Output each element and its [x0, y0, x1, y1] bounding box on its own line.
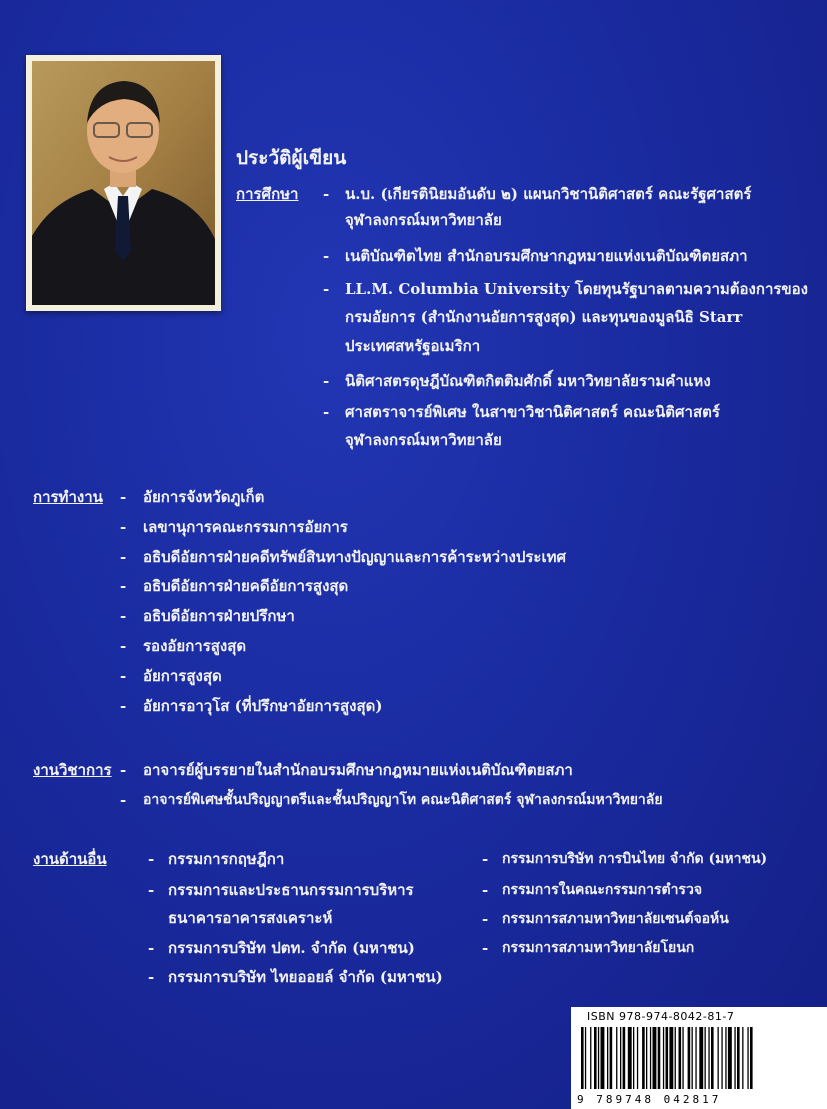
dash: -: [148, 968, 155, 986]
dash: -: [148, 881, 155, 899]
barcode-bar: [663, 1027, 664, 1089]
dash: -: [323, 280, 330, 298]
education-item: กรมอัยการ (สำนักงานอัยการสูงสุด) และทุนของมูลนิธิ Starr: [345, 308, 743, 326]
barcode-bar: [718, 1027, 719, 1089]
barcode-bar: [692, 1027, 693, 1089]
dash: -: [120, 577, 127, 595]
academic-item: อาจารย์พิเศษชั้นปริญญาตรีและชั้นปริญญาโท คณะนิติศาสตร์ จุฬาลงกรณ์มหาวิทยาลัย: [143, 792, 663, 808]
dash: -: [120, 518, 127, 536]
dash: -: [482, 939, 489, 957]
barcode-bar: [598, 1027, 599, 1089]
education-item: เนติบัณฑิตไทย สำนักอบรมศึกษากฎหมายแห่งเนติบัณฑิตยสภา: [345, 247, 748, 265]
other-left-item: ธนาคารอาคารสงเคราะห์: [168, 909, 333, 927]
barcode-bar: [737, 1027, 740, 1089]
isbn-barcode: [571, 1007, 827, 1109]
dash: -: [120, 548, 127, 566]
other-right-item: กรรมการในคณะกรรมการตำรวจ: [502, 882, 703, 898]
education-item: LL.M. Columbia University โดยทุนรัฐบาลตามความต้องการของ: [345, 280, 809, 298]
barcode-bar: [628, 1027, 632, 1089]
dash: -: [482, 910, 489, 928]
barcode-bar: [590, 1027, 591, 1089]
dash: -: [120, 697, 127, 715]
career-item: เลขานุการคณะกรรมการอัยการ: [143, 518, 348, 536]
academic-item: อาจารย์ผู้บรรยายในสำนักอบรมศึกษากฎหมายแห่งเนติบัณฑิตยสภา: [143, 761, 573, 779]
other-right-item: กรรมการสภามหาวิทยาลัยเซนต์จอห์น: [502, 911, 729, 927]
education-item: ศาสตราจารย์พิเศษ ในสาขาวิชานิติศาสตร์ คณะนิติศาสตร์: [345, 403, 720, 421]
barcode-bar: [623, 1027, 626, 1089]
education-item: จุฬาลงกรณ์มหาวิทยาลัย: [345, 431, 502, 449]
barcode-bar: [747, 1027, 748, 1089]
barcode-bar: [610, 1027, 613, 1089]
barcode-bar: [642, 1027, 645, 1089]
career-item: อัยการอาวุโส (ที่ปรึกษาอัยการสูงสุด): [143, 697, 383, 715]
barcode-bar: [734, 1027, 735, 1089]
barcode-bar: [721, 1027, 722, 1089]
barcode-bar: [637, 1027, 638, 1089]
barcode-bar: [620, 1027, 621, 1089]
career-item: อัยการจังหวัดภูเก็ต: [143, 488, 265, 506]
barcode-bars: [579, 1027, 819, 1089]
other-left-item: กรรมการบริษัท ปตท. จำกัด (มหาชน): [168, 939, 415, 957]
career-item: อัยการสูงสุด: [143, 667, 222, 685]
career-item: อธิบดีอัยการฝ่ายคดีอัยการสูงสุด: [143, 577, 349, 595]
barcode-bar: [705, 1027, 706, 1089]
barcode-bar: [711, 1027, 714, 1089]
barcode-bar: [594, 1027, 597, 1089]
dash: -: [482, 850, 489, 868]
education-item: นิติศาสตรดุษฎีบัณฑิตกิตติมศักดิ์ มหาวิทยาลัยรามคำแหง: [345, 372, 711, 390]
barcode-bar: [646, 1027, 647, 1089]
career-item: อธิบดีอัยการฝ่ายคดีทรัพย์สินทางปัญญาและการค้าระหว่างประเทศ: [143, 548, 567, 566]
barcode-bar: [725, 1027, 726, 1089]
other-right-item: กรรมการบริษัท การบินไทย จำกัด (มหาชน): [502, 851, 768, 867]
dash: -: [323, 372, 330, 390]
career-label: การทำงาน: [33, 488, 103, 506]
dash: -: [148, 939, 155, 957]
other-left-item: กรรมการและประธานกรรมการบริหาร: [168, 881, 414, 899]
barcode-bar: [742, 1027, 743, 1089]
dash: -: [323, 185, 330, 203]
dash: -: [148, 850, 155, 868]
education-item: น.บ. (เกียรตินิยมอันดับ ๒) แผนกวิชานิติศาสตร์ คณะรัฐศาสตร์: [345, 185, 752, 203]
career-item: อธิบดีอัยการฝ่ายปรึกษา: [143, 607, 295, 625]
dash: -: [482, 881, 489, 899]
barcode-bar: [695, 1027, 696, 1089]
other-right-item: กรรมการสภามหาวิทยาลัยโยนก: [502, 940, 695, 956]
barcode-bar: [666, 1027, 669, 1089]
other-left-item: กรรมการบริษัท ไทยออยล์ จำกัด (มหาชน): [168, 968, 443, 986]
barcode-bar: [682, 1027, 683, 1089]
barcode-digits: 9 789748 042817: [577, 1093, 722, 1106]
isbn-text: ISBN 978-974-8042-81-7: [587, 1010, 735, 1023]
barcode-bar: [675, 1027, 676, 1089]
barcode-bar: [658, 1027, 661, 1089]
barcode-bar: [650, 1027, 651, 1089]
education-label: การศึกษา: [236, 185, 299, 203]
barcode-bar: [633, 1027, 634, 1089]
other-left-item: กรรมการกฤษฎีกา: [168, 850, 285, 868]
barcode-bar: [616, 1027, 617, 1089]
barcode-bar: [653, 1027, 657, 1089]
academic-label: งานวิชาการ: [33, 761, 112, 779]
dash: -: [323, 403, 330, 421]
dash: -: [120, 637, 127, 655]
author-portrait-image: [32, 61, 215, 305]
other-label: งานด้านอื่น: [33, 850, 107, 868]
dash: -: [120, 607, 127, 625]
dash: -: [120, 791, 127, 809]
education-item: จุฬาลงกรณ์มหาวิทยาลัย: [345, 211, 502, 229]
dash: -: [120, 667, 127, 685]
dash: -: [323, 247, 330, 265]
bio-title: ประวัติผู้เขียน: [236, 147, 347, 169]
dash: -: [120, 488, 127, 506]
barcode-bar: [728, 1027, 732, 1089]
barcode-bar: [708, 1027, 709, 1089]
barcode-bar: [607, 1027, 608, 1089]
barcode-bar: [669, 1027, 673, 1089]
barcode-bar: [581, 1027, 584, 1089]
barcode-bar: [679, 1027, 682, 1089]
barcode-bar: [750, 1027, 753, 1089]
career-item: รองอัยการสูงสุด: [143, 637, 247, 655]
barcode-bar: [699, 1027, 703, 1089]
dash: -: [120, 761, 127, 779]
education-item: ประเทศสหรัฐอเมริกา: [345, 337, 481, 355]
barcode-bar: [688, 1027, 691, 1089]
author-photo: [26, 55, 221, 311]
barcode-bar: [585, 1027, 586, 1089]
barcode-bar: [601, 1027, 605, 1089]
